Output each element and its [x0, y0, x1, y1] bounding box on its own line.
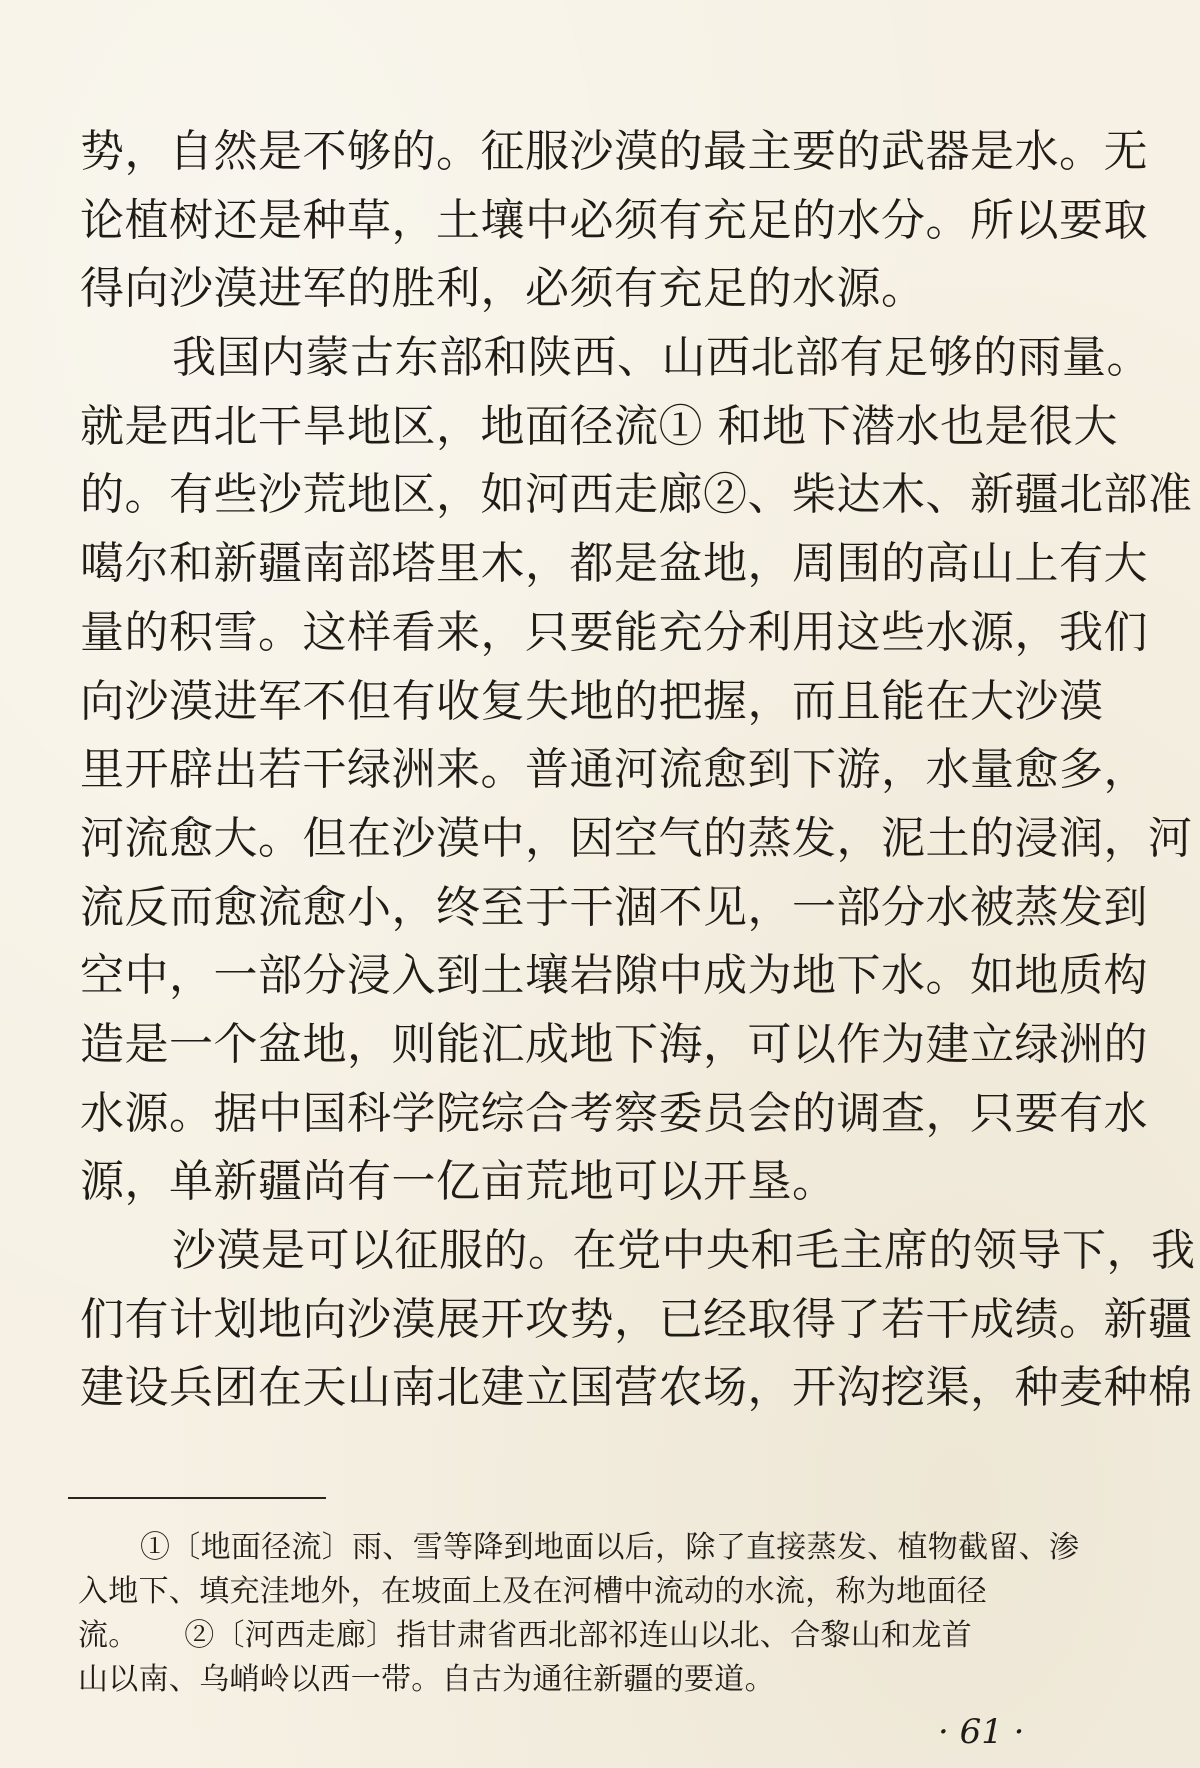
text-line: 源，单新疆尚有一亿亩荒地可以开垦。	[80, 1156, 837, 1208]
footnotes	[78, 1526, 1140, 1702]
paragraph-start-line: 我国内蒙古东部和陕西、山西北部有足够的雨量。	[172, 332, 1151, 384]
footnote-line: ①〔地面径流〕雨、雪等降到地面以后，除了直接蒸发、植物截留、渗	[140, 1530, 1080, 1565]
text-line: 水源。据中国科学院综合考察委员会的调查，只要有水	[80, 1087, 1148, 1139]
footnote-divider	[68, 1497, 326, 1499]
text-line: 的。有些沙荒地区，如河西走廊②、柴达木、新疆北部准	[80, 469, 1193, 521]
text-line: 河流愈大。但在沙漠中，因空气的蒸发，泥土的浸润，河	[80, 812, 1193, 864]
body-text	[80, 118, 1196, 1423]
footnote-line: 流。 ②〔河西走廊〕指甘肃省西北部祁连山以北、合黎山和龙首	[78, 1618, 972, 1653]
text-line: 量的积雪。这样看来，只要能充分利用这些水源，我们	[80, 606, 1148, 658]
page-number: · 61 ·	[938, 1712, 1025, 1752]
text-line: 势，自然是不够的。征服沙漠的最主要的武器是水。无	[80, 126, 1148, 177]
text-line: 就是西北干旱地区，地面径流① 和地下潜水也是很大	[80, 400, 1118, 452]
text-line: 噶尔和新疆南部塔里木，都是盆地，周围的高山上有大	[80, 538, 1148, 590]
text-line: 里开辟出若干绿洲来。普通河流愈到下游，水量愈多，	[80, 744, 1148, 796]
text-line: 向沙漠进军不但有收复失地的把握，而且能在大沙漠	[80, 675, 1104, 727]
text-line: 得向沙漠进军的胜利，必须有充足的水源。	[80, 263, 926, 315]
footnote-line: 山以南、乌峭岭以西一带。自古为通往新疆的要道。	[78, 1662, 775, 1697]
text-line: 流反而愈流愈小，终至于干涸不见，一部分水被蒸发到	[80, 881, 1148, 933]
paragraph-start-line: 沙漠是可以征服的。在党中央和毛主席的领导下，我	[172, 1225, 1196, 1276]
text-line: 们有计划地向沙漠展开攻势，已经取得了若干成绩。新疆	[80, 1293, 1193, 1345]
text-line: 论植树还是种草，土壤中必须有充足的水分。所以要取	[80, 194, 1148, 246]
text-line: 建设兵团在天山南北建立国营农场，开沟挖渠，种麦种棉	[80, 1362, 1193, 1414]
text-line: 造是一个盆地，则能汇成地下海，可以作为建立绿洲的	[80, 1018, 1148, 1070]
footnote-line: 入地下、填充洼地外，在坡面上及在河槽中流动的水流，称为地面径	[78, 1574, 987, 1609]
text-line: 空中，一部分浸入到土壤岩隙中成为地下水。如地质构	[80, 950, 1148, 1002]
